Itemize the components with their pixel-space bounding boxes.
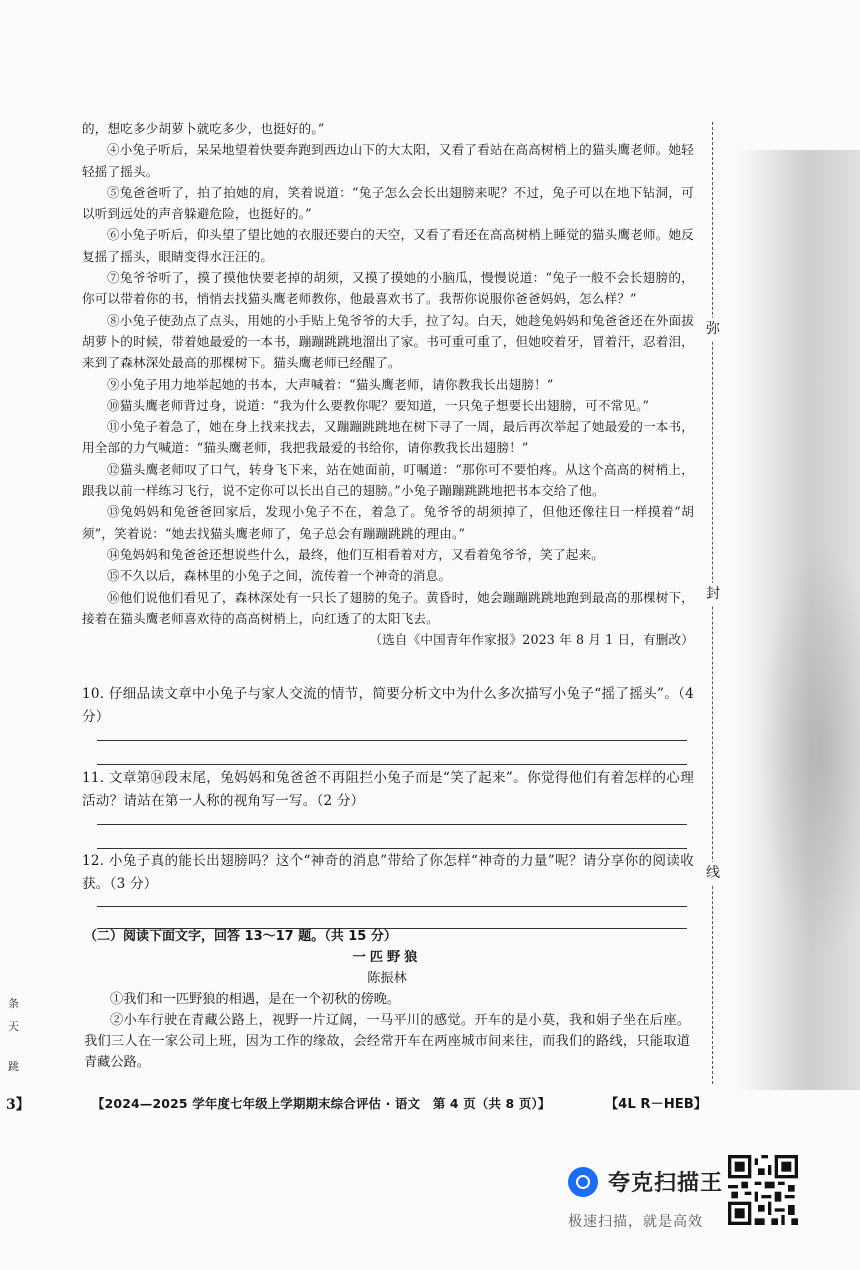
- qr-code-icon: [728, 1155, 798, 1225]
- source-note: （选自《中国青年作家报》2023 年 8 月 1 日，有删改）: [369, 632, 694, 648]
- scanner-watermark: [566, 1155, 856, 1265]
- binding-char-xian: 线: [706, 862, 720, 884]
- question-11: 11. 文章第⑭段末尾，兔妈妈和兔爸爸不再阻拦小兔子而是“笑了起来”。你觉得他们有着怎样的心理活动？请站在第一人称的视角写一写。（2 分）: [82, 770, 694, 809]
- passage-paragraph: ⑦兔爷爷听了，摸了摸他快要老掉的胡须，又摸了摸她的小脑瓜，慢慢说道：“兔子一般不会长翅膀的，你可以带着你的书，悄悄去找猫头鹰老师教你，他最喜欢书了。我帮你说服你爸爸妈妈，怎么样？”: [82, 270, 694, 307]
- article-author: 陈振林: [367, 971, 407, 986]
- article-paragraph: ②小车行驶在青藏公路上，视野一片辽阔，一马平川的感觉。开车的是小莫，我和娟子坐在后座。我们三人在一家公司上班，因为工作的缘故，会经常开车在两座城市间来往，而我们的路线，只能取道青藏公路。: [84, 1013, 690, 1070]
- passage-paragraph: ⑮不久以后，森林里的小兔子之间，流传着一个神奇的消息。: [107, 568, 452, 584]
- margin-fragment: 天: [8, 1020, 19, 1033]
- section-heading: （二）阅读下面文字，回答 13～17 题。（共 15 分）: [84, 929, 397, 944]
- passage-paragraph: ⑨小兔子用力地举起她的书本，大声喊着：“猫头鹰老师，请你教我长出翅膀！”: [107, 376, 554, 392]
- answer-line[interactable]: [97, 740, 687, 741]
- page-footer: 【2024—2025 学年度七年级上学期期末综合评估 · 语文 第 4 页（共 8 页）】: [92, 1096, 551, 1111]
- passage-paragraph: ⑧小兔子使劲点了点头，用她的小手贴上兔爷爷的大手，拉了勾。白天，她趁兔妈妈和兔爸爸还在外面拔胡萝卜的时候，带着她最爱的一本书，蹦蹦跳跳地溜出了家。书可重可重了，但她咬着牙，冒着汗，忍着泪，来到了森林深处最高的那棵树下。猫头鹰老师已经醒了。: [82, 312, 694, 371]
- scanner-app-name: 夸克扫描王: [608, 1171, 724, 1196]
- binding-char-feng: 封: [706, 583, 720, 605]
- reading-section-2: [84, 926, 690, 1073]
- passage-paragraph: ⑬兔妈妈和兔爸爸回家后，发现小兔子不在，着急了。兔爷爷的胡须掉了，但他还像往日一样摸着“胡须”，笑着说：“她去找猫头鹰老师了，兔子总会有蹦蹦跳跳的理由。”: [82, 504, 694, 541]
- passage-paragraph: 的，想吃多少胡萝卜就吃多少，也挺好的。”: [82, 121, 325, 136]
- margin-fragment: 条: [8, 997, 19, 1010]
- passage-paragraph: ⑩猫头鹰老师背过身，说道：“我为什么要教你呢？要知道，一只兔子想要长出翅膀，可不常见。”: [107, 397, 650, 413]
- passage-paragraph: ⑭兔妈妈和兔爸爸还想说些什么，最终，他们互相看着对方，又看着兔爷爷，笑了起来。: [107, 546, 605, 562]
- passage-paragraph: ④小兔子听后，呆呆地望着快要奔跑到西边山下的大太阳，又看了看站在高高树梢上的猫头鹰老师。她轻轻摇了摇头。: [82, 142, 694, 179]
- passage-paragraph: ⑥小兔子听后，仰头望了望比她的衣服还要白的天空，又看了看还在高高树梢上睡觉的猫头鹰老师。她反复摇了摇头，眼睛变得水汪汪的。: [82, 227, 694, 264]
- question-12: 12. 小兔子真的能长出翅膀吗？这个“神奇的消息”带给了你怎样“神奇的力量”呢？请分享你的阅读收获。（3 分）: [82, 853, 694, 892]
- paper-code: 【4L R－HEB】: [605, 1097, 707, 1112]
- question-10: 10. 仔细品读文章中小兔子与家人交流的情节，简要分析文中为什么多次描写小兔子“摇了摇头”。（4 分）: [82, 686, 694, 725]
- answer-line[interactable]: [97, 764, 687, 765]
- scan-shadow-dark: [760, 540, 860, 960]
- passage-paragraph: ⑫猫头鹰老师叹了口气，转身飞下来，站在她面前，叮嘱道：“那你可不要怕疼。从这个高高的树梢上，跟我以前一样练习飞行，说不定你可以长出自己的翅膀。”小兔子蹦蹦跳跳地把书本交给了他。: [82, 461, 694, 499]
- passage-paragraph: ⑪小兔子着急了，她在身上找来找去，又蹦蹦跳跳地在树下寻了一周，最后再次举起了她最爱的一本书，用全部的力气喊道：“猫头鹰老师，我把我最爱的书给你，请你教我长出翅膀！”: [82, 419, 694, 456]
- answer-line[interactable]: [97, 848, 687, 849]
- passage-paragraph: ⑤兔爸爸听了，拍了拍她的肩，笑着说道：“兔子怎么会长出翅膀来呢？不过，兔子可以在地下钻洞，可以听到远处的声音躲避危险，也挺好的。”: [82, 184, 694, 222]
- article-paragraph: ①我们和一匹野狼的相遇，是在一个初秋的傍晚。: [110, 992, 401, 1007]
- footer-left-fragment: 3】: [6, 1097, 30, 1113]
- scanner-logo-icon: [568, 1167, 598, 1197]
- passage-paragraph: ⑯他们说他们看见了，森林深处有一只长了翅膀的兔子。黄昏时，她会蹦蹦跳跳地跑到最高的那棵树下，接着在猫头鹰老师喜欢待的高高树梢上，向红透了的太阳飞去。: [82, 589, 694, 626]
- scanner-slogan: 极速扫描，就是高效: [568, 1214, 703, 1230]
- answer-line[interactable]: [97, 906, 687, 907]
- article-title: 一匹野狼: [352, 950, 422, 965]
- answer-line[interactable]: [97, 824, 687, 825]
- binding-char-mi: 弥: [706, 318, 720, 340]
- margin-fragment: 跳: [8, 1060, 19, 1073]
- story-passage: [82, 118, 694, 650]
